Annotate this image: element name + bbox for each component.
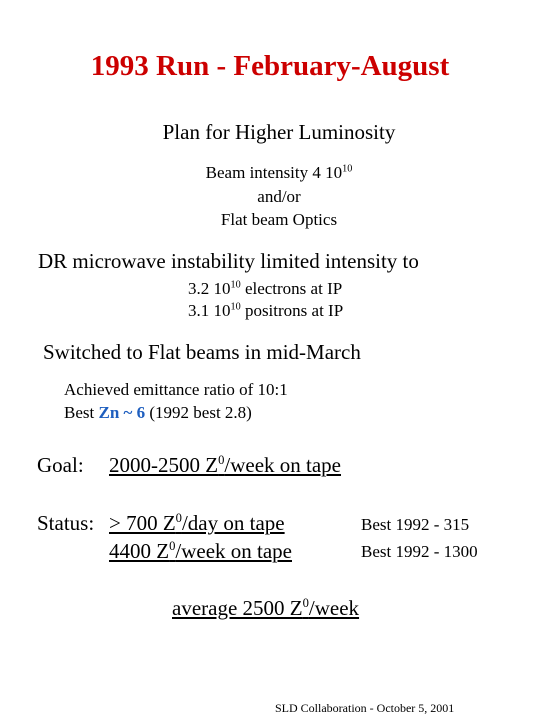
goal-label: Goal:	[37, 453, 84, 477]
goal-value: 2000-2500 $Z^0$/week on tape	[109, 453, 341, 477]
positrons-line: 3.1 $10^{10}$ positrons at IP	[188, 301, 344, 320]
page-title: 1993 Run - February-August	[90, 50, 450, 82]
electrons-line: 3.2 $10^{10}$ electrons at IP	[188, 279, 343, 298]
average-value: average 2500 $Z^0$/week	[172, 596, 360, 620]
status-label: Status:	[37, 511, 95, 535]
zn-value: Zn ~ 6	[98, 403, 146, 422]
footer: SLD Collaboration - October 5, 2001	[275, 701, 455, 715]
best-1992-week: Best 1992 - 1300	[361, 542, 478, 561]
plan-heading: Plan for Higher Luminosity	[162, 120, 396, 144]
dr-heading: DR microwave instability limited intensity to	[38, 249, 419, 273]
status-week-value: 4400 $Z^0$/week on tape	[109, 539, 292, 563]
flat-optics-line: Flat beam Optics	[220, 210, 338, 229]
beam-intensity-line: Beam intensity 4 $10^{10}$	[205, 163, 353, 182]
best-1992-day: Best 1992 - 315	[361, 515, 470, 534]
flat-beams-heading: Switched to Flat beams in mid-March	[43, 340, 361, 364]
emittance-line: Achieved emittance ratio of 10:1	[64, 380, 288, 399]
status-day-value: > 700 $Z^0$/day on tape	[109, 511, 285, 535]
best-zn-line: Best Zn ~ 6 (1992 best 2.8)	[64, 403, 252, 422]
andor-line: and/or	[257, 187, 301, 206]
